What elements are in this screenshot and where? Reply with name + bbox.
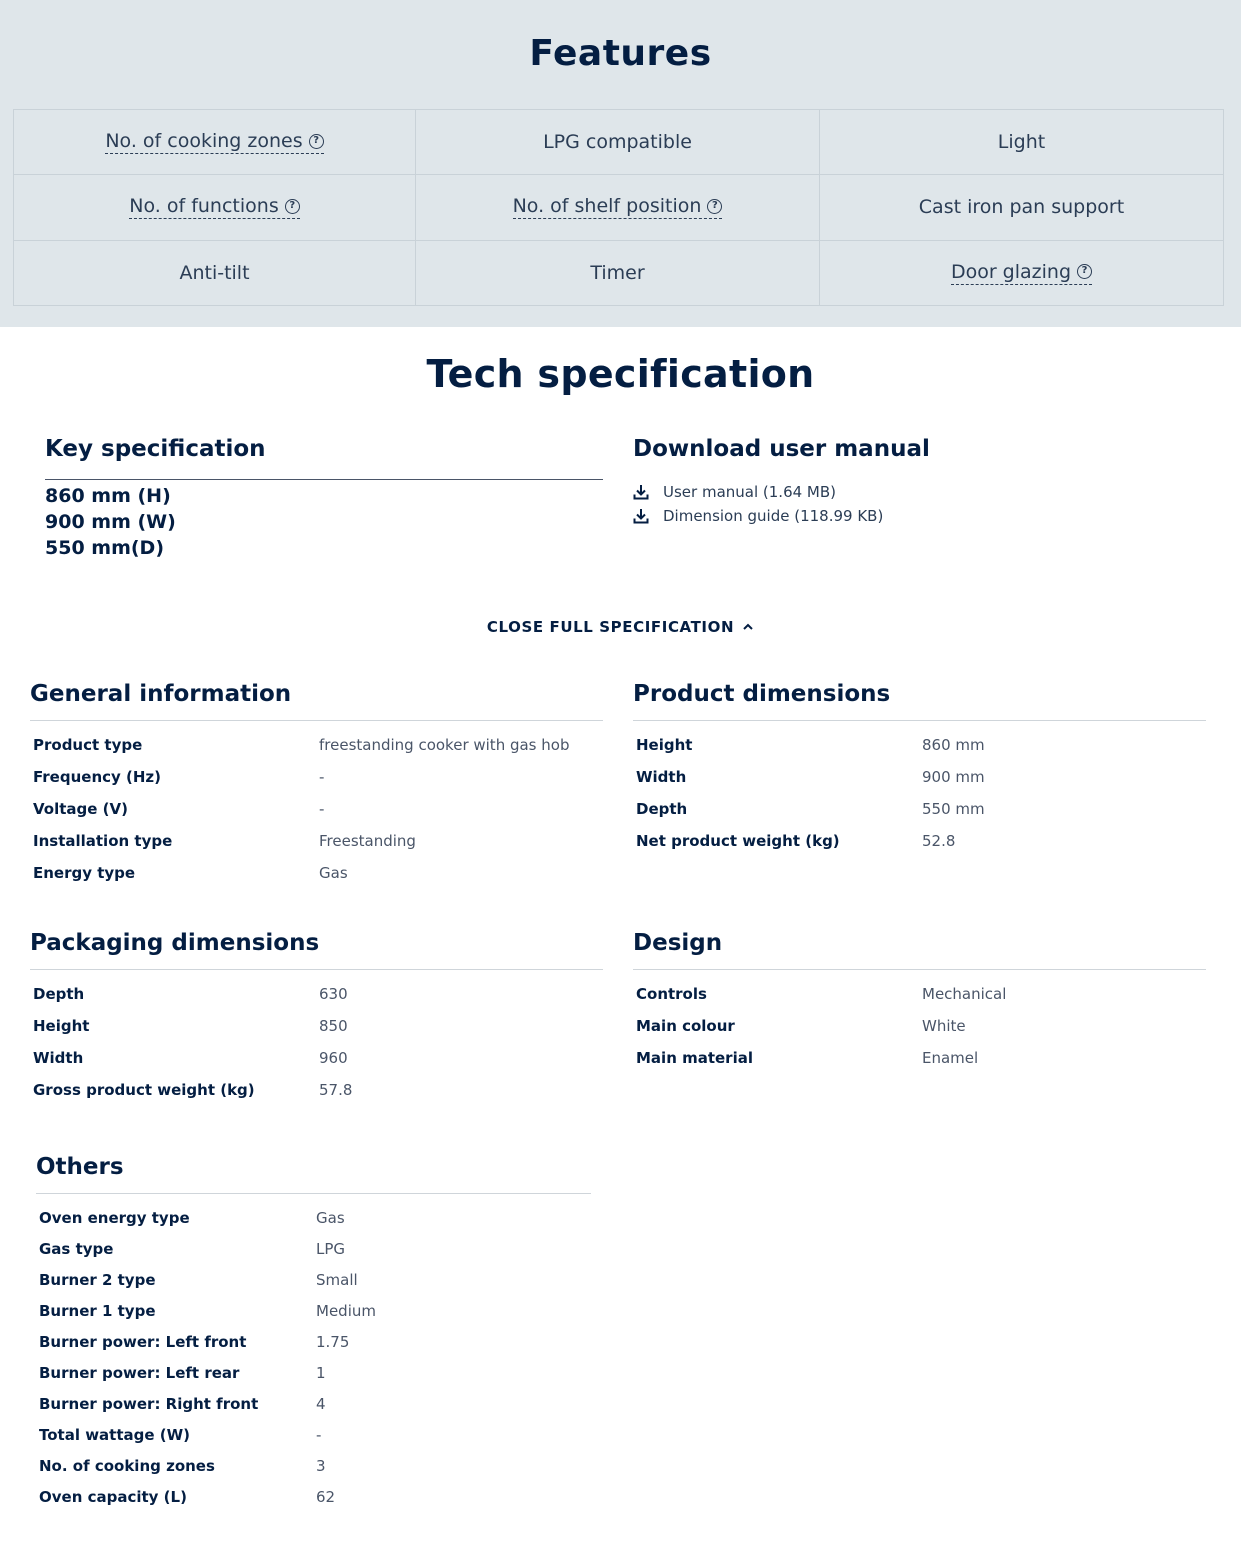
feature-cell [819,240,1224,306]
spec-label: Height [33,1017,90,1035]
spec-value: 1 [316,1363,326,1382]
section-title: Others [36,1153,591,1194]
feature-cell [415,109,820,175]
spec-row [30,1074,603,1106]
spec-row [36,1326,591,1357]
spec-label: Gross product weight (kg) [33,1081,255,1099]
key-spec-values [45,480,603,561]
features-title: Features [529,33,712,74]
spec-value: 4 [316,1394,326,1413]
download-icon [633,484,649,500]
spec-table [36,1202,591,1512]
dimension-guide-label: Dimension guide (118.99 KB) [663,507,884,525]
section-title: Packaging dimensions [30,929,603,970]
spec-value: Enamel [922,1049,979,1067]
spec-row [30,1010,603,1042]
product-dimensions-section [633,680,1206,857]
spec-value: 57.8 [319,1081,353,1099]
feature-cell [415,174,820,240]
spec-label: Width [636,768,687,786]
help-icon: ? [285,199,300,214]
help-icon: ? [1077,264,1092,279]
spec-label: Main material [636,1049,753,1067]
feature-label: No. of cooking zones [105,130,303,153]
feature-cell [13,109,416,175]
dimension-guide-link[interactable] [633,504,1193,528]
user-manual-label: User manual (1.64 MB) [663,483,837,501]
spec-row [36,1357,591,1388]
spec-value: 850 [319,1017,348,1035]
spec-value: Medium [316,1301,376,1320]
spec-value: 550 mm [922,800,985,818]
spec-row [36,1202,591,1233]
spec-label: Oven capacity (L) [39,1487,187,1506]
spec-label: Total wattage (W) [39,1425,191,1444]
spec-value: White [922,1017,966,1035]
spec-label: Product type [33,736,143,754]
spec-row [36,1295,591,1326]
key-specification [45,436,603,561]
feature-label: Light [997,131,1046,154]
spec-row [633,793,1206,825]
spec-label: Height [636,736,693,754]
feature-label: Timer [590,261,645,284]
spec-row [36,1450,591,1481]
help-icon: ? [707,199,722,214]
feature-cell [13,240,416,306]
spec-table [30,729,603,889]
spec-table [633,729,1206,857]
spec-value: 860 mm [922,736,985,754]
section-title: General information [30,680,603,721]
feature-label: Anti-tilt [179,261,250,284]
spec-row [30,825,603,857]
key-spec-width: 900 mm (W) [45,511,176,533]
feature-cell [415,240,820,306]
spec-value: 900 mm [922,768,985,786]
feature-cell [13,174,416,240]
feature-label: LPG compatible [543,131,692,154]
spec-label: Burner power: Right front [39,1394,259,1413]
feature-cell [819,109,1224,175]
spec-label: Net product weight (kg) [636,832,840,850]
key-spec-height: 860 mm (H) [45,485,171,507]
spec-row [36,1233,591,1264]
spec-value: 960 [319,1049,348,1067]
feature-label: No. of functions [129,195,279,218]
spec-row [36,1481,591,1512]
spec-label: No. of cooking zones [39,1456,215,1475]
spec-row [633,1042,1206,1074]
feature-tooltip-trigger[interactable] [105,130,323,154]
toggle-full-spec [0,618,1241,636]
spec-table [30,978,603,1106]
spec-value: Gas [316,1208,345,1227]
spec-value: 630 [319,985,348,1003]
spec-value: freestanding cooker with gas hob [319,736,570,754]
spec-label: Burner 2 type [39,1270,156,1289]
spec-label: Depth [33,985,85,1003]
spec-row [633,1010,1206,1042]
spec-value: LPG [316,1239,346,1258]
spec-row [30,978,603,1010]
feature-label: No. of shelf position [512,195,702,218]
spec-row [633,761,1206,793]
spec-value: Freestanding [319,832,416,850]
download-title: Download user manual [633,436,930,462]
spec-value: Gas [319,864,348,882]
spec-label: Burner power: Left rear [39,1363,240,1382]
user-manual-link[interactable] [633,480,1193,504]
spec-label: Burner 1 type [39,1301,156,1320]
spec-label: Voltage (V) [33,800,128,818]
chevron-up-icon [742,621,754,633]
spec-label: Energy type [33,864,136,882]
general-information-section [30,680,603,889]
spec-value: 3 [316,1456,326,1475]
spec-table [633,978,1206,1074]
key-spec-title: Key specification [45,436,603,480]
key-spec-depth: 550 mm(D) [45,537,165,559]
spec-label: Main colour [636,1017,735,1035]
spec-row [633,825,1206,857]
close-full-spec-button[interactable] [487,618,754,636]
spec-row [30,761,603,793]
spec-value: - [319,768,325,786]
features-grid [13,109,1223,305]
design-section [633,929,1206,1074]
section-title: Product dimensions [633,680,1206,721]
spec-label: Gas type [39,1239,114,1258]
spec-row [30,857,603,889]
spec-value: 1.75 [316,1332,350,1351]
packaging-dimensions-section [30,929,603,1106]
spec-row [633,978,1206,1010]
spec-label: Controls [636,985,707,1003]
spec-value: 62 [316,1487,336,1506]
help-icon: ? [309,134,324,149]
spec-label: Installation type [33,832,173,850]
feature-tooltip-trigger[interactable] [513,195,723,219]
spec-row [30,1042,603,1074]
spec-label: Width [33,1049,84,1067]
feature-label: Door glazing [950,260,1072,283]
feature-label: Cast iron pan support [918,196,1125,219]
others-section [36,1153,591,1512]
close-full-spec-label: CLOSE FULL SPECIFICATION [486,618,735,636]
spec-value: - [319,800,325,818]
section-title: Design [633,929,1206,970]
spec-row [30,729,603,761]
tech-spec-title: Tech specification [426,352,815,396]
feature-tooltip-trigger[interactable] [129,195,299,219]
spec-value: Mechanical [922,985,1007,1003]
download-user-manual [633,436,1193,528]
spec-value: Small [316,1270,358,1289]
spec-row [36,1264,591,1295]
download-icon [633,508,649,524]
spec-row [36,1388,591,1419]
spec-label: Burner power: Left front [39,1332,247,1351]
spec-label: Oven energy type [39,1208,190,1227]
spec-value: 52.8 [922,832,956,850]
feature-cell [819,174,1224,240]
spec-value: - [316,1425,322,1444]
spec-row [36,1419,591,1450]
spec-label: Depth [636,800,688,818]
feature-tooltip-trigger[interactable] [951,261,1092,285]
spec-label: Frequency (Hz) [33,768,162,786]
spec-row [633,729,1206,761]
spec-row [30,793,603,825]
